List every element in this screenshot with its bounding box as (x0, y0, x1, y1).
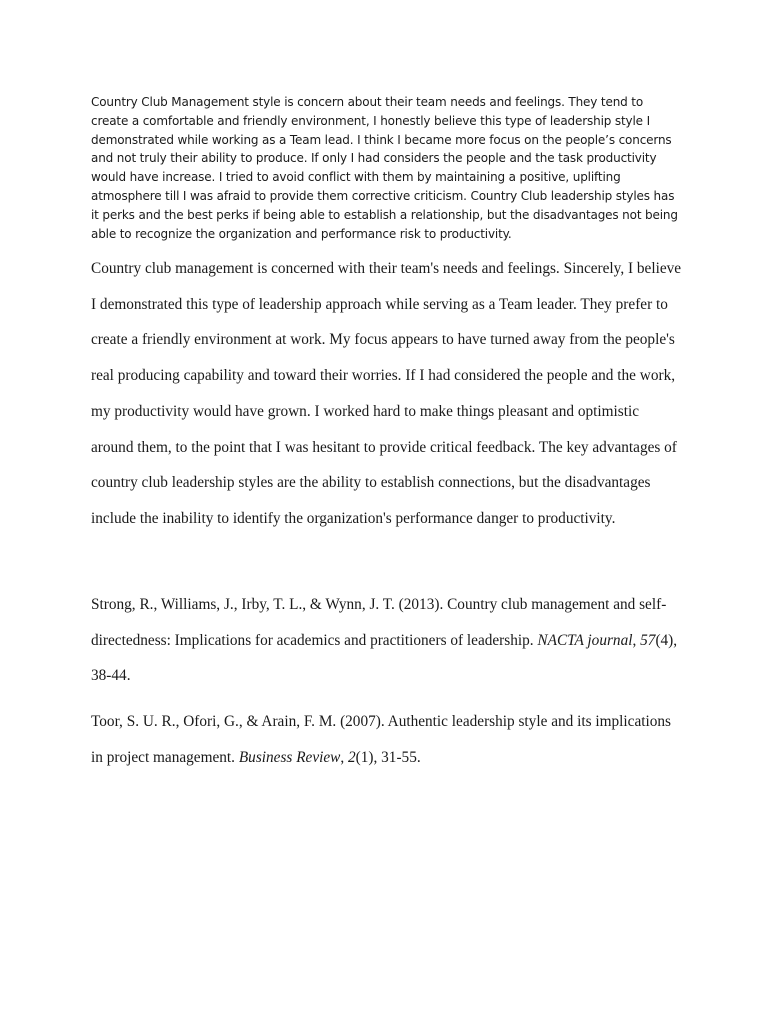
reference-journal: NACTA journal (537, 631, 633, 649)
reference-separator: , (340, 748, 349, 766)
reference-entry (91, 704, 683, 775)
reference-entry (91, 587, 683, 694)
reference-volume: 2 (348, 748, 356, 766)
reference-text: Toor, S. U. R., Ofori, G., & Arain, F. M. (2007). Authentic leadership style and its implications in project management. (91, 713, 672, 766)
original-paragraph: Country Club Management style is concern about their team needs and feelings. They tend to create a comfortable and friendly environment, I honestly believe this type of leadership style I demonstrated while working as a Team lead. I think I became more focus on the people’s concerns and not truly their ability to produce. If only I had considers the people and the task productivity would have increase. I tried to avoid conflict with them by maintaining a positive, uplifting atmosphere till I was afraid to provide them corrective criticism. Country Club leadership styles has it perks and the best perks if being able to establish a relationship, but the disadvantages not being able to recognize the organization and performance risk to productivity. (91, 95, 678, 241)
reference-issue-pages: (1), 31-55. (355, 748, 421, 766)
reference-separator: , (632, 631, 641, 649)
revised-paragraph: Country club management is concerned with their team's needs and feelings. Sincerely, I believe I demonstrated this type of leadership approach while serving as a Team leader. They prefer to create a friendly environment at work. My focus appears to have turned away from the people's real producing capability and toward their worries. If I had considered the people and the work, my productivity would have grown. I worked hard to make things pleasant and optimistic around them, to the point that I was hesitant to provide critical feedback. The key advantages of country club leadership styles are the ability to establish connections, but the disadvantages include the inability to identify the organization's performance danger to productivity. (91, 260, 682, 527)
reference-volume: 57 (640, 631, 656, 649)
reference-text: Strong, R., Williams, J., Irby, T. L., & Wynn, J. T. (2013). Country club management and self-directedness: Implications for academics and practitioners of leadership. (91, 596, 667, 649)
reference-issue-pages: (4), 38-44. (91, 631, 678, 685)
reference-journal: Business Review (238, 748, 341, 766)
